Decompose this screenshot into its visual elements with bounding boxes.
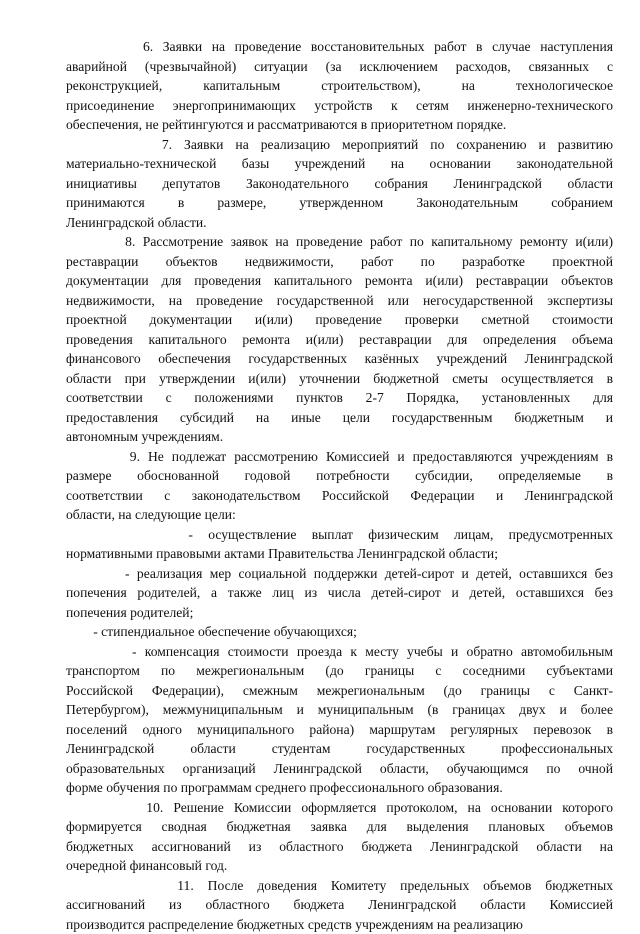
text-line: - реализация мер социальной поддержки детей-сирот и детей, оставшихся без xyxy=(66,564,613,584)
text-line: проведения капитального ремонта и(или) реставрации для определения объема xyxy=(66,330,613,350)
text-line: 9. Не подлежат рассмотрению Комиссией и предоставляются учреждениям в xyxy=(66,447,613,467)
text-line: 11. После доведения Комитету предельных объемов бюджетных xyxy=(66,876,613,896)
text-line: автономным учреждениям. xyxy=(66,427,613,447)
text-line: попечения родителей; xyxy=(66,603,613,623)
text-line: поселений одного муниципального района) маршрутам регулярных перевозок в xyxy=(66,720,613,740)
paragraph-p11 xyxy=(66,876,613,934)
paragraph-p9 xyxy=(66,447,613,525)
text-line: материально-технической базы учреждений на основании законодательной xyxy=(66,154,613,174)
text-line: 8. Рассмотрение заявок на проведение работ по капитальному ремонту и(или) xyxy=(66,232,613,252)
text-line: Ленинградской области студентам государственных профессиональных xyxy=(66,739,613,759)
text-line: соответствии с положениями пунктов 2-7 Порядка, установленных для xyxy=(66,388,613,408)
text-line: Российской Федерации), смежным межрегиональным (до границы с Санкт- xyxy=(66,681,613,701)
paragraph-p8 xyxy=(66,232,613,447)
text-line: соответствии с законодательством Российской Федерации и Ленинградской xyxy=(66,486,613,506)
text-line: обеспечения, не рейтингуются и рассматриваются в приоритетном порядке. xyxy=(66,115,613,135)
paragraph-p9a xyxy=(66,525,613,564)
text-line: реставрации объектов недвижимости, работ по разработке проектной xyxy=(66,252,613,272)
document-body xyxy=(66,37,613,934)
text-line: бюджетных ассигнований из областного бюджета Ленинградской области на xyxy=(66,837,613,857)
text-line: Ленинградской области. xyxy=(66,213,613,233)
text-line: образовательных организаций Ленинградской области, обучающимся по очной xyxy=(66,759,613,779)
text-line: ассигнований из областного бюджета Ленинградской области Комиссией xyxy=(66,895,613,915)
text-line: области, на следующие цели: xyxy=(66,505,613,525)
text-line: транспортом по межрегиональным (до границы с соседними субъектами xyxy=(66,661,613,681)
text-line: - компенсация стоимости проезда к месту учебы и обратно автомобильным xyxy=(66,642,613,662)
text-line: аварийной (чрезвычайной) ситуации (за исключением расходов, связанных с xyxy=(66,57,613,77)
text-line: очередной финансовый год. xyxy=(66,856,613,876)
text-line: присоединение энергопринимающих устройств к сетям инженерно-технического xyxy=(66,96,613,116)
text-line: предоставления субсидий на иные цели государственным бюджетным и xyxy=(66,408,613,428)
paragraph-p10 xyxy=(66,798,613,876)
paragraph-p6 xyxy=(66,37,613,135)
text-line: проектной документации и(или) проведение проверки сметной стоимости xyxy=(66,310,613,330)
paragraph-p9b xyxy=(66,564,613,623)
text-line: реконструкцией, капитальным строительством), на технологическое xyxy=(66,76,613,96)
text-line: области при утверждении и(или) уточнении бюджетной сметы осуществляется в xyxy=(66,369,613,389)
text-line: форме обучения по программам среднего профессионального образования. xyxy=(66,778,613,798)
text-line: 6. Заявки на проведение восстановительных работ в случае наступления xyxy=(66,37,613,57)
text-line: 10. Решение Комиссии оформляется протоколом, на основании которого xyxy=(66,798,613,818)
text-line: недвижимости, на проведение государственной или негосударственной экспертизы xyxy=(66,291,613,311)
text-line: принимаются в размере, утвержденном Законодательным собранием xyxy=(66,193,613,213)
text-line: инициативы депутатов Законодательного собрания Ленинградской области xyxy=(66,174,613,194)
text-line: нормативными правовыми актами Правительства Ленинградской области; xyxy=(66,544,613,564)
text-line: размере обоснованной годовой потребности субсидии, определяемые в xyxy=(66,466,613,486)
text-line: производится распределение бюджетных средств учреждениям на реализацию xyxy=(66,915,613,934)
text-line: формируется сводная бюджетная заявка для выделения плановых объемов xyxy=(66,817,613,837)
text-line: попечения родителей, а также лиц из числа детей-сирот и детей, оставшихся без xyxy=(66,583,613,603)
text-line: финансового обеспечения государственных казённых учреждений Ленинградской xyxy=(66,349,613,369)
paragraph-p9c xyxy=(66,622,613,642)
text-line: - стипендиальное обеспечение обучающихся; xyxy=(66,622,613,642)
text-line: документации для проведения капитального ремонта и(или) реставрации объектов xyxy=(66,271,613,291)
text-line: 7. Заявки на реализацию мероприятий по сохранению и развитию xyxy=(66,135,613,155)
paragraph-p9d xyxy=(66,642,613,798)
text-line: Петербургом), межмуниципальным и муниципальным (в границах двух и более xyxy=(66,700,613,720)
paragraph-p7 xyxy=(66,135,613,233)
text-line: - осуществление выплат физическим лицам, предусмотренных xyxy=(66,525,613,545)
